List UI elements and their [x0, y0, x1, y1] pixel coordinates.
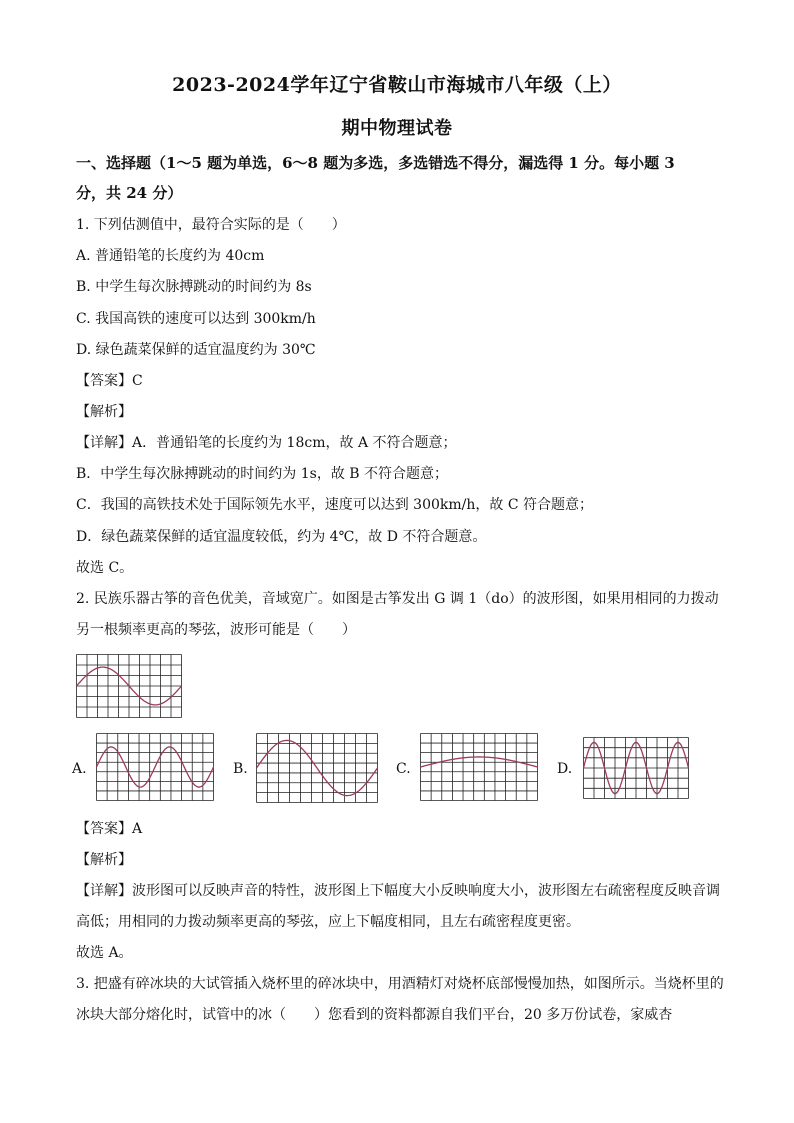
option-a-waveform[interactable]: [96, 733, 214, 801]
q1-analysis-label: 【解析】: [76, 404, 132, 420]
q1-answer: 【答案】C: [76, 373, 143, 389]
q3-stem-2: 冰块大部分熔化时，试管中的冰（ ）您看到的资料都源自我们平台，20 多万份试卷，家威杏: [76, 1007, 673, 1023]
q1-option-a: A. 普通铅笔的长度约为 40cm: [76, 248, 265, 264]
q1-option-b: B. 中学生每次脉搏跳动的时间约为 8s: [76, 279, 312, 295]
q2-answer: 【答案】A: [76, 821, 143, 837]
option-d-grid: [584, 738, 689, 799]
q1-stem: 1. 下列估测值中，最符合实际的是（ ）: [76, 217, 346, 233]
q2-stem-1: 2. 民族乐器古筝的音色优美，音域宽广。如图是古筝发出 G 调 1（do）的波形图，如果用相同的力拨动: [76, 591, 719, 607]
q2-option-a-label: A.: [72, 761, 87, 777]
q1-detail-2: B．中学生每次脉搏跳动的时间约为 1s，故 B 不符合题意；: [76, 466, 449, 482]
option-d-waveform[interactable]: [583, 737, 689, 799]
q3-stem-1: 3. 把盛有碎冰块的大试管插入烧杯里的碎冰块中，用酒精灯对烧杯底部慢慢加热，如图所示。当烧杯里的: [76, 976, 724, 992]
q2-stem-2: 另一根频率更高的琴弦，波形可能是（ ）: [76, 622, 356, 638]
q2-option-d-label: D.: [557, 761, 573, 777]
q1-option-d: D. 绿色蔬菜保鲜的适宜温度约为 30℃: [76, 342, 316, 358]
q2-conclusion: 故选 A。: [76, 945, 133, 961]
q2-analysis-label: 【解析】: [76, 852, 132, 868]
q2-detail-2: 高低；用相同的力拨动频率更高的琴弦，应上下幅度相同，且左右疏密程度更密。: [76, 914, 580, 930]
q1-detail-4: D．绿色蔬菜保鲜的适宜温度较低，约为 4℃，故 D 不符合题意。: [76, 529, 487, 545]
q1-option-c: C. 我国高铁的速度可以达到 300km/h: [76, 311, 316, 327]
option-b-wave-curve: [257, 740, 378, 795]
q1-conclusion: 故选 C。: [76, 560, 134, 576]
q2-option-b-label: B.: [233, 761, 248, 777]
page-title: 2023-2024学年辽宁省鞍山市海城市八年级（上）: [172, 74, 622, 96]
option-c-waveform[interactable]: [420, 733, 538, 801]
page-subtitle: 期中物理试卷: [341, 118, 453, 139]
q1-detail-3: C．我国的高铁技术处于国际领先水平，速度可以达到 300km/h，故 C 符合题意；: [76, 497, 593, 513]
section-heading: 一、选择题（1～5 题为单选，6～8 题为多选，多选错选不得分，漏选得 1 分。每小题 3: [76, 154, 675, 172]
reference-waveform: [76, 654, 182, 718]
option-c-grid: [421, 734, 538, 801]
q1-detail-1: 【详解】A．普通铅笔的长度约为 18cm，故 A 不符合题意；: [76, 435, 457, 451]
option-b-waveform[interactable]: [256, 733, 378, 803]
q2-detail-1: 【详解】波形图可以反映声音的特性，波形图上下幅度大小反映响度大小，波形图左右疏密程度反映音调: [76, 883, 720, 899]
q2-option-c-label: C.: [396, 761, 411, 777]
section-heading-cont: 分，共 24 分）: [76, 184, 183, 202]
